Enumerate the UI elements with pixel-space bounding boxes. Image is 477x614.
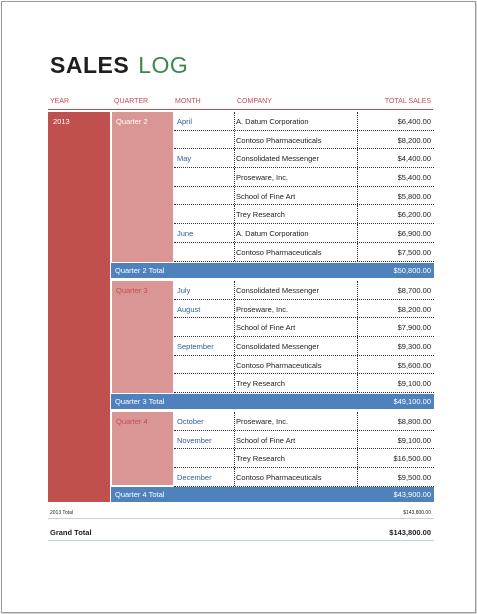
table-row[interactable] xyxy=(174,300,434,319)
amount-cell: $8,700.00 xyxy=(397,286,431,295)
month-cell: April xyxy=(177,117,193,126)
table-row[interactable] xyxy=(174,356,434,375)
table-row[interactable] xyxy=(174,149,434,168)
company-cell: Consolidated Messenger xyxy=(236,342,319,352)
company-cell: Consolidated Messenger xyxy=(236,286,319,295)
year-total-row[interactable] xyxy=(48,506,434,519)
header-total-sales: TOTAL SALES xyxy=(384,98,431,105)
amount-cell: $5,400.00 xyxy=(397,173,431,183)
quarter-total-label: Quarter 3 Total xyxy=(115,397,165,406)
quarter-total-label: Quarter 4 Total xyxy=(115,490,165,499)
company-cell: School of Fine Art xyxy=(236,191,296,201)
header-month: MONTH xyxy=(175,98,201,105)
company-cell: Consolidated Messenger xyxy=(236,154,319,164)
table-row[interactable] xyxy=(174,412,434,431)
amount-cell: $16,500.00 xyxy=(393,454,431,464)
company-cell: Proseware, Inc. xyxy=(236,417,289,426)
amount-cell: $9,300.00 xyxy=(397,342,431,352)
quarter-2-rows xyxy=(174,112,434,262)
table-row[interactable] xyxy=(174,374,434,393)
amount-cell: $6,900.00 xyxy=(397,229,431,239)
company-cell: Trey Research xyxy=(236,210,285,220)
title-word-log: LOG xyxy=(138,52,189,78)
amount-cell: $8,200.00 xyxy=(397,135,431,145)
table-row[interactable] xyxy=(174,281,434,300)
company-cell: A. Datum Corporation xyxy=(236,117,309,126)
table-row[interactable] xyxy=(174,131,434,150)
quarter-cell-q3[interactable] xyxy=(112,281,173,393)
header-quarter: QUARTER xyxy=(114,98,149,105)
amount-cell: $6,400.00 xyxy=(397,117,431,126)
company-cell: Trey Research xyxy=(236,454,285,464)
quarter-4-rows xyxy=(174,412,434,487)
column-header-row xyxy=(48,96,433,110)
quarter-total-label: Quarter 2 Total xyxy=(115,266,165,275)
table-row[interactable] xyxy=(174,187,434,206)
amount-cell: $9,100.00 xyxy=(397,379,431,389)
quarter-cell-q4[interactable] xyxy=(112,412,173,485)
month-cell: May xyxy=(177,154,192,164)
amount-cell: $9,500.00 xyxy=(397,473,431,483)
page-title xyxy=(50,52,188,79)
company-cell: Trey Research xyxy=(236,379,285,389)
table-row[interactable] xyxy=(174,468,434,487)
table-row[interactable] xyxy=(174,449,434,468)
amount-cell: $5,600.00 xyxy=(397,360,431,370)
month-cell: November xyxy=(177,435,212,445)
quarter-total-row[interactable] xyxy=(111,263,434,278)
year-total-label: 2013 Total xyxy=(50,510,73,516)
amount-cell: $4,400.00 xyxy=(397,154,431,164)
table-row[interactable] xyxy=(174,431,434,450)
quarter-total-row[interactable] xyxy=(111,394,434,409)
quarter-label: Quarter 4 xyxy=(116,417,148,426)
month-cell: June xyxy=(177,229,194,239)
amount-cell: $5,800.00 xyxy=(397,191,431,201)
table-row[interactable] xyxy=(174,205,434,224)
company-cell: School of Fine Art xyxy=(236,435,296,445)
amount-cell: $8,200.00 xyxy=(397,304,431,314)
amount-cell: $8,800.00 xyxy=(397,417,431,426)
amount-cell: $7,900.00 xyxy=(397,323,431,333)
table-row[interactable] xyxy=(174,224,434,243)
grand-total-label: Grand Total xyxy=(50,528,92,537)
quarter-3-rows xyxy=(174,281,434,393)
quarter-total-amount: $50,800.00 xyxy=(393,266,431,275)
company-cell: Contoso Pharmaceuticals xyxy=(236,135,322,145)
amount-cell: $6,200.00 xyxy=(397,210,431,220)
year-total-amount: $143,800.00 xyxy=(403,510,431,516)
quarter-total-amount: $43,900.00 xyxy=(393,490,431,499)
quarter-label: Quarter 3 xyxy=(116,286,148,295)
company-cell: A. Datum Corporation xyxy=(236,229,309,239)
table-row[interactable] xyxy=(174,168,434,187)
header-year: YEAR xyxy=(50,98,70,105)
company-cell: Proseware, Inc. xyxy=(236,304,289,314)
quarter-total-row[interactable] xyxy=(111,487,434,502)
grand-total-amount: $143,800.00 xyxy=(389,528,431,537)
quarter-label: Quarter 2 xyxy=(116,117,148,126)
table-row[interactable] xyxy=(174,243,434,262)
company-cell: Contoso Pharmaceuticals xyxy=(236,473,322,483)
month-cell: October xyxy=(177,417,204,426)
month-cell: July xyxy=(177,286,191,295)
year-label: 2013 xyxy=(53,117,70,126)
amount-cell: $7,500.00 xyxy=(397,247,431,257)
month-cell: August xyxy=(177,304,201,314)
company-cell: School of Fine Art xyxy=(236,323,296,333)
amount-cell: $9,100.00 xyxy=(397,435,431,445)
company-cell: Contoso Pharmaceuticals xyxy=(236,360,322,370)
month-cell: December xyxy=(177,473,212,483)
table-row[interactable] xyxy=(174,112,434,131)
company-cell: Contoso Pharmaceuticals xyxy=(236,247,322,257)
company-cell: Proseware, Inc. xyxy=(236,173,289,183)
header-company: COMPANY xyxy=(237,98,272,105)
table-row[interactable] xyxy=(174,337,434,356)
month-cell: September xyxy=(177,342,214,352)
table-row[interactable] xyxy=(174,318,434,337)
grand-total-row[interactable] xyxy=(48,524,434,541)
title-word-sales: SALES xyxy=(50,52,130,78)
quarter-cell-q2[interactable] xyxy=(112,112,173,262)
quarter-total-amount: $49,100.00 xyxy=(393,397,431,406)
year-cell[interactable] xyxy=(48,112,110,502)
